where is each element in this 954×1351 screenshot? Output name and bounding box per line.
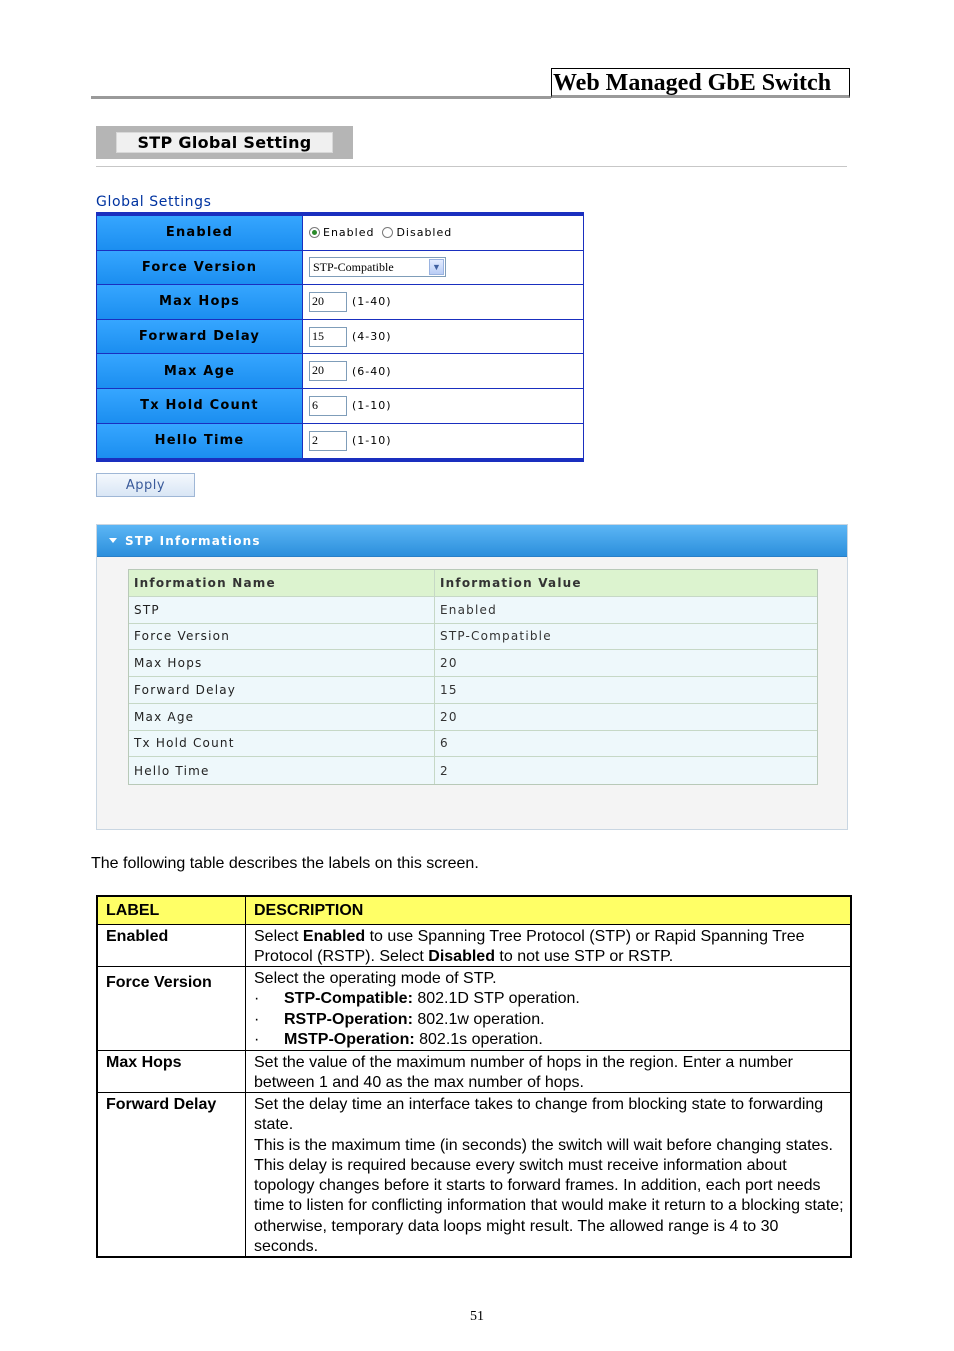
setting-label: Max Age xyxy=(96,354,303,388)
row-label: Max Hops xyxy=(98,1051,246,1092)
chevron-down-icon[interactable]: ▼ xyxy=(429,259,444,275)
info-name: Tx Hold Count xyxy=(129,731,435,757)
list-item: · MSTP-Operation: 802.1s operation. xyxy=(254,1030,543,1048)
column-header: DESCRIPTION xyxy=(254,902,364,919)
collapse-triangle-icon[interactable] xyxy=(109,538,117,543)
enabled-radio-label: Enabled xyxy=(323,226,375,240)
disabled-radio-label: Disabled xyxy=(396,226,453,240)
row-label: Forward Delay xyxy=(98,1093,246,1256)
table-row xyxy=(129,624,817,651)
header-rule xyxy=(91,96,551,99)
disabled-radio[interactable] xyxy=(382,227,393,238)
global-settings-table xyxy=(96,212,584,462)
settings-row-max-age xyxy=(96,354,584,389)
max-age-input[interactable]: 20 xyxy=(309,361,347,381)
force-version-select[interactable] xyxy=(309,257,446,277)
max-age-range: (6-40) xyxy=(352,364,392,378)
table-row xyxy=(129,597,817,624)
column-header: Information Name xyxy=(129,570,435,596)
row-label: Force Version xyxy=(98,967,246,1050)
forward-delay-input[interactable]: 15 xyxy=(309,327,347,347)
table-row xyxy=(129,677,817,704)
stp-info-panel xyxy=(96,524,848,830)
info-name: Forward Delay xyxy=(129,677,435,703)
max-hops-range: (1-40) xyxy=(352,295,392,309)
hello-time-range: (1-10) xyxy=(352,434,392,448)
info-value: Enabled xyxy=(440,602,497,617)
settings-row-max-hops xyxy=(96,285,584,320)
info-value: 15 xyxy=(440,682,458,697)
page-number: 51 xyxy=(470,1309,484,1324)
table-row xyxy=(129,757,817,784)
table-row xyxy=(129,731,817,758)
info-name: STP xyxy=(129,597,435,623)
setting-label: Forward Delay xyxy=(96,320,303,354)
force-version-selected: STP-Compatible xyxy=(313,259,394,274)
table-header-row xyxy=(129,570,817,597)
row-description xyxy=(246,967,850,1050)
setting-label: Force Version xyxy=(96,251,303,285)
table-row xyxy=(98,967,850,1051)
global-settings-title: Global Settings xyxy=(96,194,212,210)
settings-row-hello-time xyxy=(96,424,584,459)
info-name: Max Hops xyxy=(129,650,435,676)
info-value: 20 xyxy=(440,709,458,724)
info-value: 2 xyxy=(440,763,449,778)
info-value: 6 xyxy=(440,736,449,751)
enabled-radio[interactable] xyxy=(309,227,320,238)
table-row xyxy=(129,704,817,731)
stp-info-header[interactable] xyxy=(97,525,847,557)
settings-row-force-version xyxy=(96,251,584,286)
table-header-row xyxy=(98,897,850,925)
section-title-box xyxy=(96,126,353,159)
table-row xyxy=(129,650,817,677)
tx-hold-count-input[interactable]: 6 xyxy=(309,396,347,416)
tx-hold-count-range: (1-10) xyxy=(352,399,392,413)
max-hops-input[interactable]: 20 xyxy=(309,292,347,312)
row-description: Set the value of the maximum number of hops in the region. Enter a number between 1 and 40 as the max number of hops. xyxy=(254,1054,793,1092)
settings-row-forward-delay xyxy=(96,320,584,355)
force-version-intro: Select the operating mode of STP. xyxy=(254,970,497,987)
settings-row-tx-hold-count xyxy=(96,389,584,424)
row-description: Set the delay time an interface takes to change from blocking state to forwarding state. This is the maximum time (in seconds) the switch will wait before changing states. This delay is required because every switch must receive information about topology changes before it starts to forward frames. In addition, each port needs time to listen for conflicting information that would make it return to a blocking state; otherwise, temporary data loops might result. The allowed range is 4 to 30 seconds. xyxy=(254,1096,844,1256)
info-name: Hello Time xyxy=(129,757,435,784)
stp-info-title: STP Informations xyxy=(125,533,261,548)
list-item: · RSTP-Operation: 802.1w operation. xyxy=(254,1010,545,1028)
document-header-title: Web Managed GbE Switch xyxy=(551,68,850,98)
info-name: Max Age xyxy=(129,704,435,730)
forward-delay-range: (4-30) xyxy=(352,330,392,344)
hello-time-input[interactable]: 2 xyxy=(309,431,347,451)
stp-info-table xyxy=(128,569,818,785)
table-row xyxy=(98,1051,850,1093)
info-value: 20 xyxy=(440,656,458,671)
setting-label: Max Hops xyxy=(96,285,303,319)
table-row xyxy=(98,925,850,967)
setting-label: Enabled xyxy=(96,216,303,250)
intro-text: The following table describes the labels on this screen. xyxy=(91,855,479,872)
section-title: STP Global Setting xyxy=(116,132,333,153)
section-rule xyxy=(96,166,847,167)
settings-row-enabled xyxy=(96,216,584,251)
column-header: Information Value xyxy=(440,575,582,590)
setting-label: Tx Hold Count xyxy=(96,389,303,423)
info-name: Force Version xyxy=(129,624,435,650)
column-header: LABEL xyxy=(98,897,246,924)
label-description-table xyxy=(96,895,852,1258)
table-row xyxy=(98,1093,850,1256)
info-value: STP-Compatible xyxy=(440,629,552,644)
row-description: Select Enabled to use Spanning Tree Protocol (STP) or Rapid Spanning Tree Protocol (RSTP). Select Disabled to not use STP or RSTP. xyxy=(254,928,805,966)
row-label: Enabled xyxy=(98,925,246,966)
apply-button[interactable]: Apply xyxy=(96,473,195,497)
setting-label: Hello Time xyxy=(96,424,303,459)
list-item: · STP-Compatible: 802.1D STP operation. xyxy=(254,990,580,1008)
